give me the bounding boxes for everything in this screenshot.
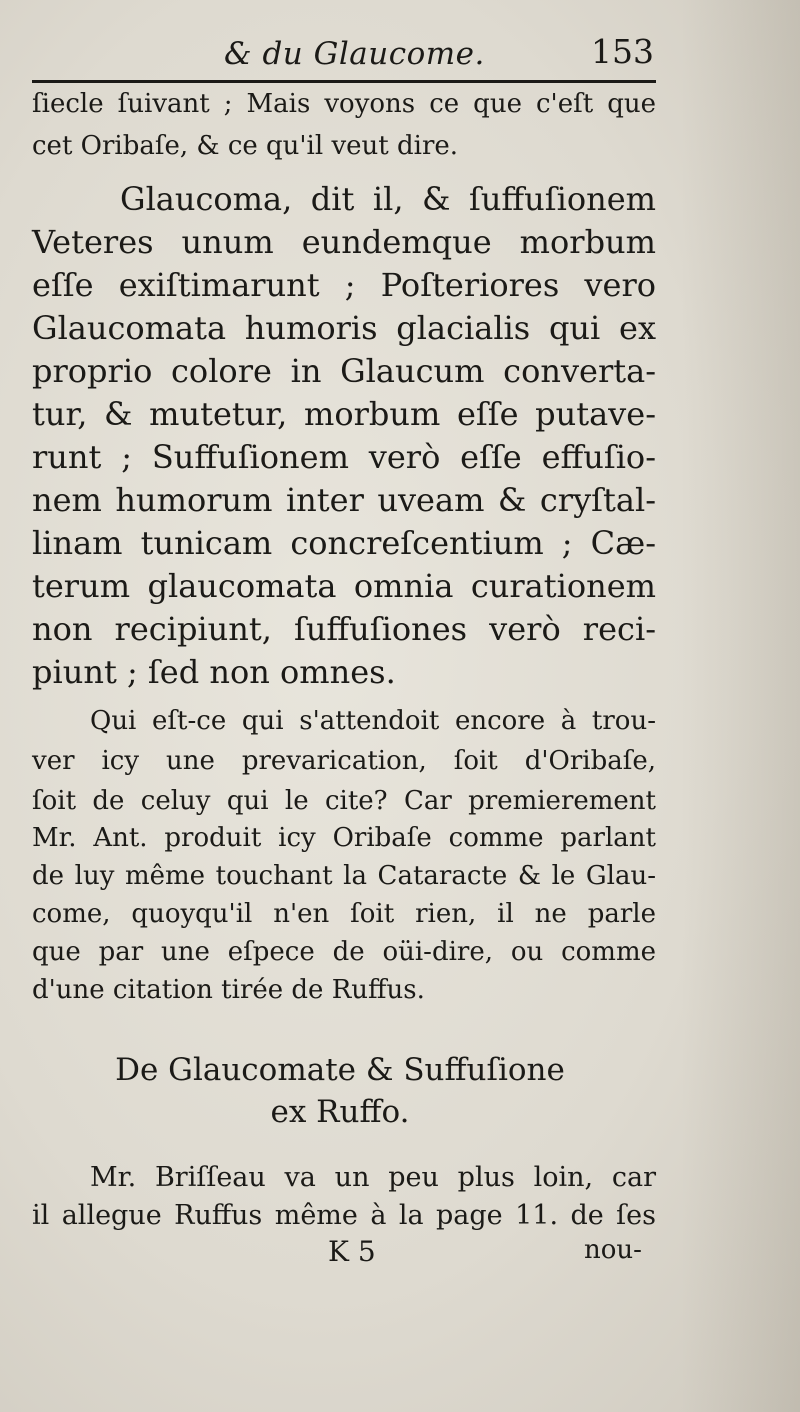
text-line: Mr. Ant. produit icy Oribaſe comme parlant [32, 823, 656, 853]
text-line: il allegue Ruffus même à la page 11. de ſes [32, 1200, 656, 1231]
page-shadow [680, 0, 800, 1412]
header-rule [32, 80, 656, 83]
quotation-line: non recipiunt, ſuffuſiones verò reci- [32, 610, 656, 648]
text-line: ſiecle ſuivant ; Mais voyons ce que c'eſt que [32, 89, 656, 119]
quotation-line: eſſe exiſtimarunt ; Poſteriores vero [32, 266, 656, 304]
catchword: nou- [584, 1235, 642, 1265]
text-line: d'une citation tirée de Ruffus. [32, 975, 425, 1005]
text-line: ſoit de celuy qui le cite? Car premierement [32, 786, 656, 816]
signature-mark: K 5 [328, 1235, 376, 1268]
text-line: Qui eſt-ce qui s'attendoit encore à trou- [90, 706, 656, 736]
quotation-line: runt ; Suffuſionem verò eſſe effuſio- [32, 438, 656, 476]
page-number: 153 [591, 32, 654, 71]
text-line: Mr. Briſſeau va un peu plus loin, car [90, 1162, 656, 1193]
running-title: & du Glaucome. [224, 36, 485, 72]
quotation-line: Veteres unum eundemque morbum [32, 223, 656, 261]
quotation-line: tur, & mutetur, morbum eſſe putave- [32, 395, 656, 433]
text-line: cet Oribaſe, & ce qu'il veut dire. [32, 131, 459, 161]
quotation-line: nem humorum inter uveam & cryſtal- [32, 481, 656, 519]
text-line: come, quoyqu'il n'en ſoit rien, il ne parle [32, 899, 656, 929]
text-line: de luy même touchant la Cataracte & le Glau- [32, 861, 656, 891]
section-heading: ex Ruffo. [270, 1094, 410, 1130]
quotation-line: Glaucoma, dit il, & ſuffuſionem [120, 180, 656, 218]
quotation-line: linam tunicam concreſcentium ; Cæ- [32, 524, 656, 562]
quotation-line: terum glaucomata omnia curationem [32, 567, 656, 605]
running-header [32, 28, 656, 82]
quotation-line: Glaucomata humoris glacialis qui ex [32, 309, 656, 347]
text-line: ver icy une prevarication, ſoit d'Oribaſe, [32, 746, 656, 776]
section-heading: De Glaucomate & Suffuſione [115, 1052, 565, 1088]
quotation-line: piunt ; ſed non omnes. [32, 653, 396, 691]
quotation-line: proprio colore in Glaucum converta- [32, 352, 656, 390]
text-line: que par une eſpece de oüi-dire, ou comme [32, 937, 656, 967]
